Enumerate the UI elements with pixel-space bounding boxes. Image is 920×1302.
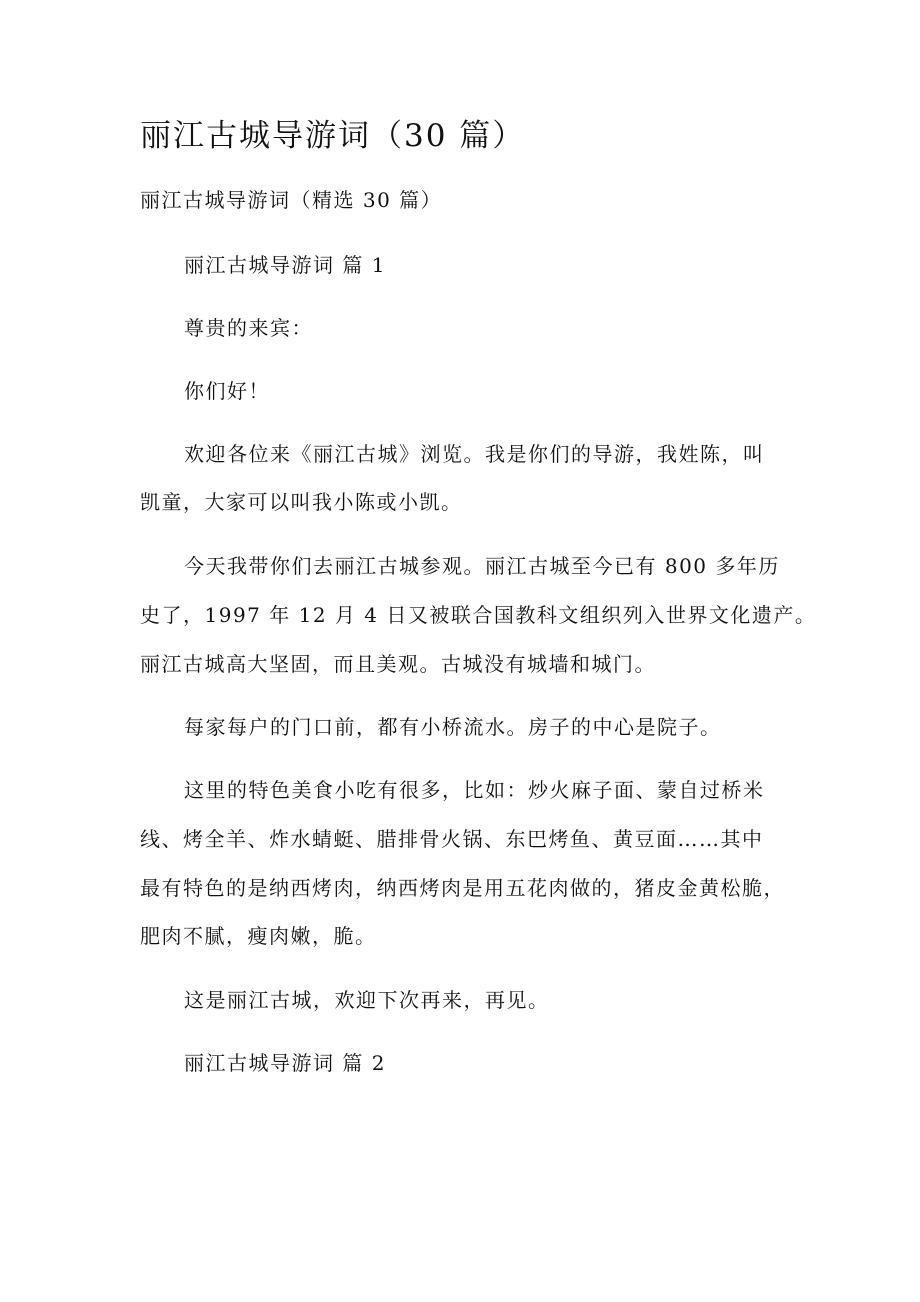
paragraph-line: 最有特色的是纳西烤肉，纳西烤肉是用五花肉做的，猪皮金黄松脆， — [140, 876, 785, 900]
document-subtitle: 丽江古城导游词（精选 30 篇） — [140, 188, 443, 212]
paragraph-line: 你们好！ — [184, 379, 270, 403]
paragraph-line: 这里的特色美食小吃有很多，比如：炒火麻子面、蒙自过桥米 — [184, 778, 765, 802]
paragraph-line: 今天我带你们去丽江古城参观。丽江古城至今已有 800 多年历 — [184, 554, 780, 578]
paragraph-line: 线、烤全羊、炸水蜻蜓、腊排骨火锅、东巴烤鱼、黄豆面……其中 — [140, 827, 764, 851]
paragraph-line: 丽江古城高大坚固，而且美观。古城没有城墙和城门。 — [140, 652, 656, 676]
paragraph-line: 每家每户的门口前，都有小桥流水。房子的中心是院子。 — [184, 715, 722, 739]
paragraph-line: 凯童，大家可以叫我小陈或小凯。 — [140, 490, 463, 514]
section-heading: 丽江古城导游词 篇 1 — [184, 253, 386, 277]
section-heading: 丽江古城导游词 篇 2 — [184, 1051, 386, 1075]
document-title: 丽江古城导游词（30 篇） — [140, 118, 526, 154]
paragraph-line: 欢迎各位来《丽江古城》浏览。我是你们的导游，我姓陈，叫 — [184, 442, 765, 466]
paragraph-line: 尊贵的来宾： — [184, 316, 313, 340]
paragraph-line: 肥肉不腻，瘦肉嫩，脆。 — [140, 924, 377, 948]
paragraph-line: 史了，1997 年 12 月 4 日又被联合国教科文组织列入世界文化遗产。 — [140, 603, 817, 627]
paragraph-line: 这是丽江古城，欢迎下次再来，再见。 — [184, 988, 550, 1012]
